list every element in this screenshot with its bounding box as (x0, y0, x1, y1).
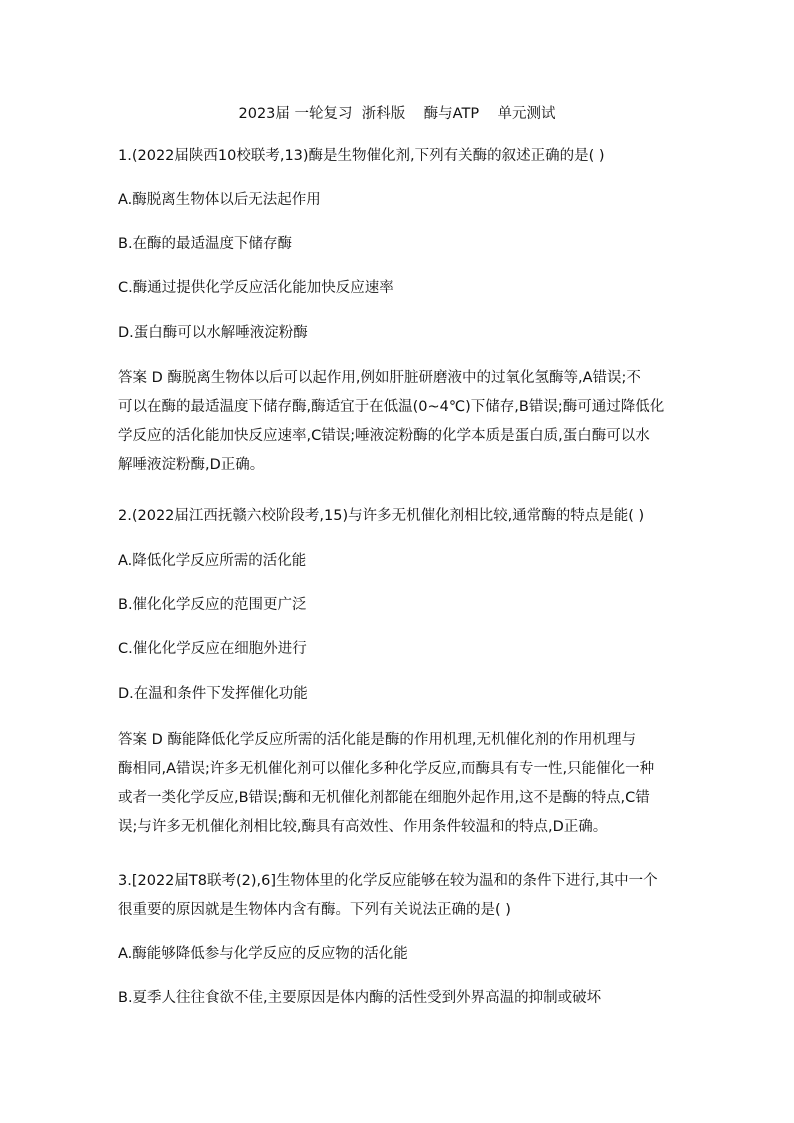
q2-answer-line: 答案 D 酶能降低化学反应所需的活化能是酶的作用机理,无机催化剂的作用机理与 (118, 732, 636, 748)
q1-answer-line: 答案 D 酶脱离生物体以后可以起作用,例如肝脏研磨液中的过氧化氢酶等,A错误;不 (118, 370, 641, 386)
q1-answer-line: 解唾液淀粉酶,D正确。 (118, 457, 265, 473)
q1-answer-line: 可以在酶的最适温度下储存酶,酶适宜于在低温(0~4℃)下储存,B错误;酶可通过降低化 (118, 399, 665, 415)
q3-stem-line: 3.[2022届T8联考(2),6]生物体里的化学反应能够在较为温和的条件下进行,其中一个 (118, 873, 658, 889)
q2-option-d: D.在温和条件下发挥催化功能 (118, 686, 308, 702)
page-title: 2023届 一轮复习 浙科版 酶与ATP 单元测试 (238, 106, 556, 122)
q3-option-b: B.夏季人往往食欲不佳,主要原因是体内酶的活性受到外界高温的抑制或破坏 (118, 990, 602, 1006)
q2-stem: 2.(2022届江西抚赣六校阶段考,15)与许多无机催化剂相比较,通常酶的特点是能( ) (118, 508, 645, 524)
q3-option-a: A.酶能够降低参与化学反应的反应物的活化能 (118, 946, 408, 962)
q2-option-c: C.催化化学反应在细胞外进行 (118, 641, 307, 657)
q1-stem: 1.(2022届陕西10校联考,13)酶是生物催化剂,下列有关酶的叙述正确的是( ) (118, 148, 605, 164)
q2-answer-line: 误;与许多无机催化剂相比较,酶具有高效性、作用条件较温和的特点,D正确。 (118, 819, 608, 835)
q2-answer-line: 酶相同,A错误;许多无机催化剂可以催化多种化学反应,而酶具有专一性,只能催化一种 (118, 761, 655, 777)
q1-option-c: C.酶通过提供化学反应活化能加快反应速率 (118, 280, 394, 296)
q1-option-b: B.在酶的最适温度下储存酶 (118, 236, 293, 252)
q1-answer-line: 学反应的活化能加快反应速率,C错误;唾液淀粉酶的化学本质是蛋白质,蛋白酶可以水 (118, 428, 650, 444)
q2-answer-line: 或者一类化学反应,B错误;酶和无机催化剂都能在细胞外起作用,这不是酶的特点,C错 (118, 790, 650, 806)
q2-answer (118, 726, 678, 842)
q2-option-b: B.催化化学反应的范围更广泛 (118, 597, 307, 613)
q1-option-a: A.酶脱离生物体以后无法起作用 (118, 192, 321, 208)
q3-stem-line: 很重要的原因就是生物体内含有酶。下列有关说法正确的是( ) (118, 902, 511, 918)
q3-stem (118, 867, 678, 925)
q1-option-d: D.蛋白酶可以水解唾液淀粉酶 (118, 325, 308, 341)
q1-answer (118, 364, 678, 480)
q2-option-a: A.降低化学反应所需的活化能 (118, 553, 307, 569)
